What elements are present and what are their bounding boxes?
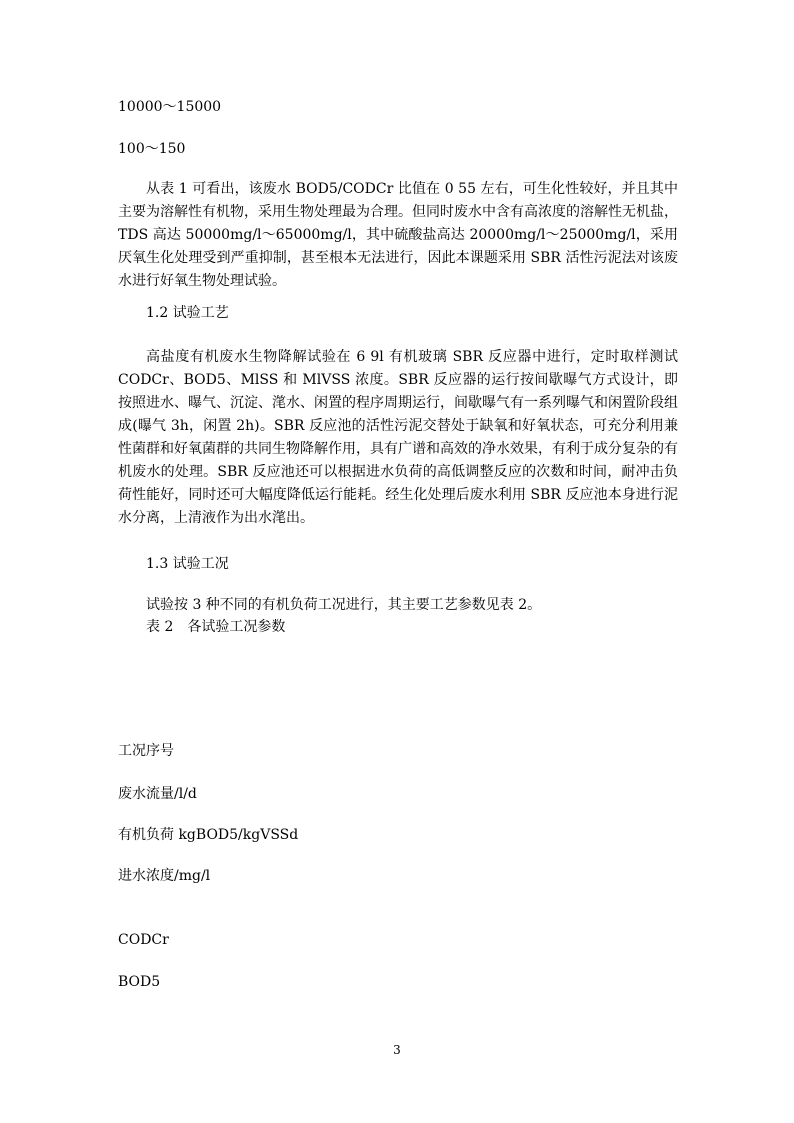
range-value-1: 10000～15000 [118,99,222,115]
section-heading-1-2: 1.2 试验工艺 [146,305,229,321]
paragraph-table1-analysis: 从表 1 可看出，该废水 BOD5/CODCr 比值在 0 55 左右，可生化性较好，并且其中主要为溶解性有机物，采用生物处理最为合理。但同时废水中含有高浓度的溶解性无机盐，TDS 高达 50000mg/l～65000mg/l，其中硫酸盐高达 20000mg/l～25000mg/l，采用厌氧生化处理受到严重抑制，甚至根本无法进行，因此本课题采用 SBR 活性污泥法对该废水进行好氧生物处理试验。 [118,181,678,289]
table-label-bod5: BOD5 [118,974,161,990]
paragraph-test-conditions: 试验按 3 种不同的有机负荷工况进行，其主要工艺参数见表 2。 [146,597,542,613]
table-label-influent-conc: 进水浓度/mg/l [118,868,211,884]
page-number: 3 [393,1043,401,1057]
table-label-codcr: CODCr [118,932,169,948]
paragraph-test-process: 高盐度有机废水生物降解试验在 6 9l 有机玻璃 SBR 反应器中进行，定时取样测试 CODCr、BOD5、MlSS 和 MlVSS 浓度。SBR 反应器的运行按间歇曝气方式设计，即按照进水、曝气、沉淀、滗水、闲置的程序周期运行，间歇曝气有一系列曝气和闲置阶段组成(曝气 3h，闲置 2h)。SBR 反应池的活性污泥交替处于缺氧和好氧状态，可充分利用兼性菌群和好氧菌群的共同生物降解作用，具有广谱和高效的净水效果，有利于成分复杂的有机废水的处理。SBR 反应池还可以根据进水负荷的高低调整反应的次数和时间，耐冲击负荷性能好，同时还可大幅度降低运行能耗。经生化处理后废水利用 SBR 反应池本身进行泥水分离，上清液作为出水滗出。 [118,349,678,526]
table-caption: 表 2 各试验工况参数 [146,619,286,635]
table-label-organic-load: 有机负荷 kgBOD5/kgVSSd [118,827,299,843]
table-label-flow: 废水流量/l/d [118,786,197,802]
range-value-2: 100～150 [118,141,186,157]
section-heading-1-3: 1.3 试验工况 [146,556,229,572]
table-label-condition-no: 工况序号 [118,743,174,759]
